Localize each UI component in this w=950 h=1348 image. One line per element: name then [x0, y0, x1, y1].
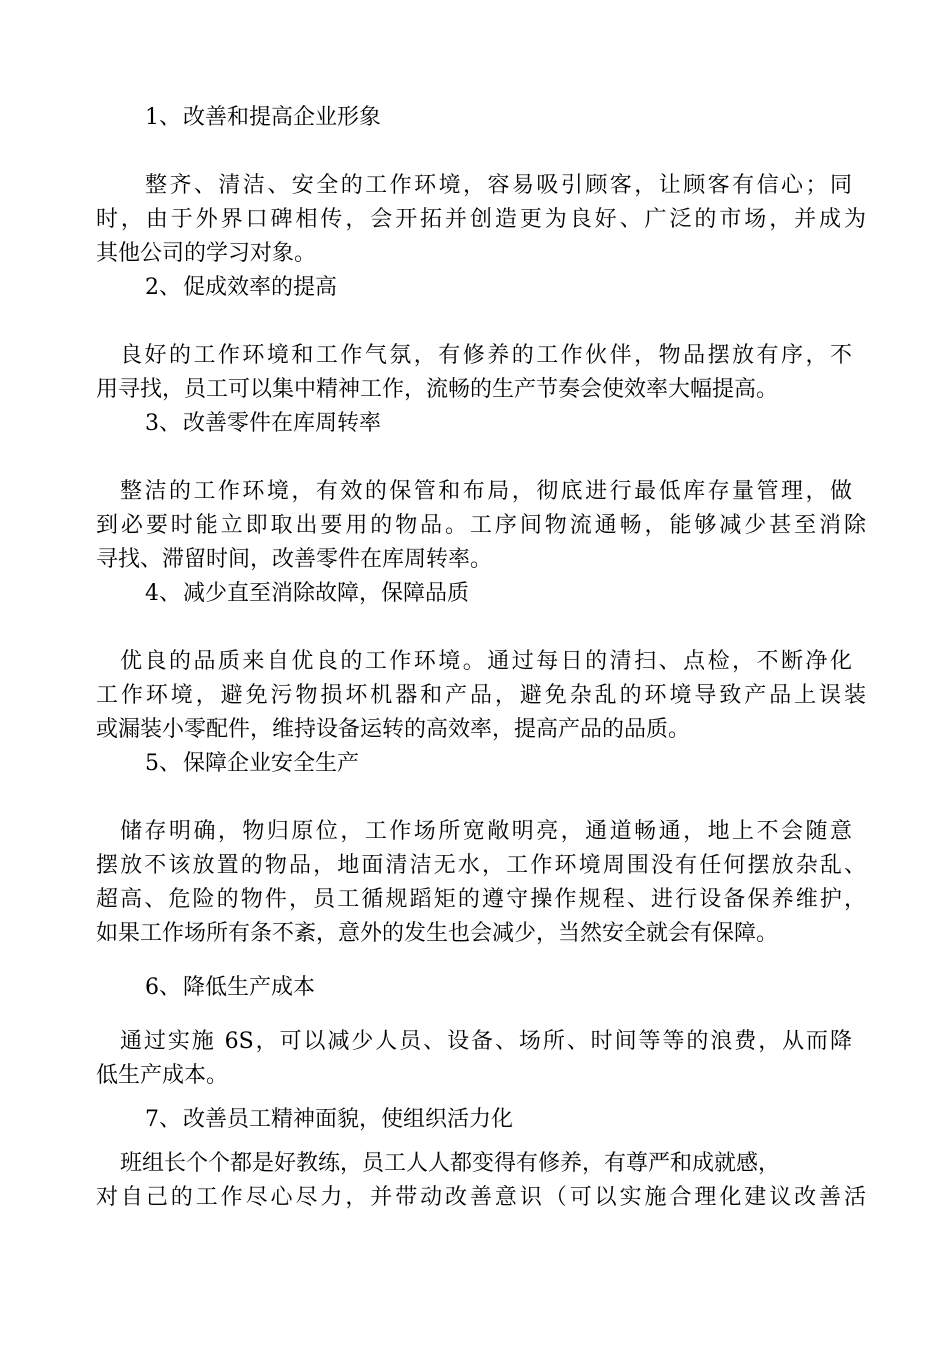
paragraph-line: 班组长个个都是好教练，员工人人都变得有修养，有尊严和成就感， [120, 1151, 781, 1176]
paragraph-line: 时，由于外界口碑相传，会开拓并创造更为良好、广泛的市场，并成为 [96, 207, 866, 232]
paragraph-line: 其他公司的学习对象。 [96, 241, 317, 266]
paragraph-line: 储存明确，物归原位，工作场所宽敞明亮，通道畅通，地上不会随意 [120, 819, 852, 844]
section-title: 减少直至消除故障，保障品质 [183, 581, 470, 606]
paragraph-line: 摆放不该放置的物品，地面清洁无水，工作环境周围没有任何摆放杂乱、 [96, 853, 866, 878]
paragraph-line: 通过实施 6S，可以减少人员、设备、场所、时间等等的浪费，从而降 [120, 1029, 852, 1054]
section-title: 促成效率的提高 [183, 275, 338, 300]
section-number: 7、 [145, 1107, 181, 1132]
section-number: 4、 [145, 581, 181, 606]
paragraph-line: 或漏装小零配件，维持设备运转的高效率，提高产品的品质。 [96, 717, 691, 742]
paragraph-line: 整齐、清洁、安全的工作环境，容易吸引顾客，让顾客有信心；同 [145, 173, 852, 198]
paragraph-line: 寻找、滞留时间，改善零件在库周转率。 [96, 547, 493, 572]
paragraph-line: 良好的工作环境和工作气氛，有修养的工作伙伴，物品摆放有序，不 [120, 343, 852, 368]
section-heading-4 [145, 577, 915, 611]
paragraph-line: 优良的品质来自优良的工作环境。通过每日的清扫、点检，不断净化 [120, 649, 852, 674]
section-number: 1、 [145, 105, 181, 130]
paragraph-line: 如果工作场所有条不紊，意外的发生也会减少，当然安全就会有保障。 [96, 921, 779, 946]
paragraph-line: 超高、危险的物件，员工循规蹈矩的遵守操作规程、进行设备保养维护， [96, 887, 866, 912]
section-number: 3、 [145, 411, 181, 436]
paragraph-line: 对自己的工作尽心尽力，并带动改善意识（可以实施合理化建议改善活 [96, 1185, 866, 1210]
paragraph-line: 工作环境，避免污物损坏机器和产品，避免杂乱的环境导致产品上误装 [96, 683, 866, 708]
section-heading-6 [145, 971, 915, 1005]
section-heading-1 [145, 101, 915, 135]
section-title: 保障企业安全生产 [183, 751, 360, 776]
section-number: 6、 [145, 975, 181, 1000]
section-heading-2 [145, 271, 915, 305]
section-title: 改善和提高企业形象 [183, 105, 382, 130]
section-heading-5 [145, 747, 915, 781]
section-heading-7 [145, 1103, 915, 1137]
section-title: 改善员工精神面貌，使组织活力化 [183, 1107, 514, 1132]
section-title: 降低生产成本 [183, 975, 316, 1000]
section-title: 改善零件在库周转率 [183, 411, 382, 436]
section-number: 2、 [145, 275, 181, 300]
paragraph-line: 用寻找，员工可以集中精神工作，流畅的生产节奏会使效率大幅提高。 [96, 377, 779, 402]
paragraph-line: 到必要时能立即取出要用的物品。工序间物流通畅，能够减少甚至消除 [96, 513, 866, 538]
paragraph-line: 整洁的工作环境，有效的保管和布局，彻底进行最低库存量管理，做 [120, 479, 852, 504]
paragraph-line: 低生产成本。 [96, 1063, 229, 1088]
section-heading-3 [145, 407, 915, 441]
section-number: 5、 [145, 751, 181, 776]
